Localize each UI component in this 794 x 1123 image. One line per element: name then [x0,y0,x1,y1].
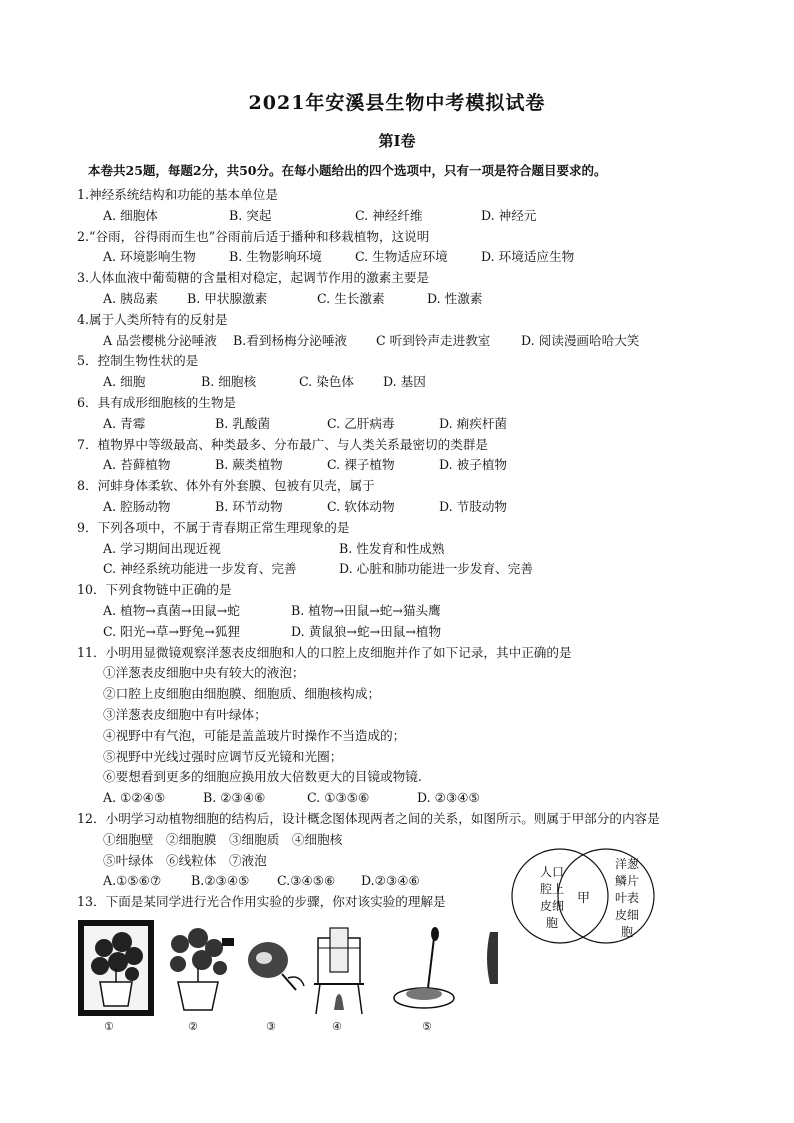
option-a: A.①⑤⑥⑦ [103,873,162,889]
step-6-partial-image [487,932,498,984]
venn-right-label-1: 洋葱 [615,857,640,871]
step-4-image [314,928,364,1014]
question-8-options [77,497,737,518]
question-5-stem: 5．控制生物性状的是 [77,353,199,369]
option-a: A. 苔藓植物 [103,457,171,473]
statement-2: ②口腔上皮细胞由细胞膜、细胞质、细胞核构成； [103,686,381,702]
option-d: D. 黄鼠狼→蛇→田鼠→植物 [291,623,442,639]
option-a: A. ①②④⑤ [103,790,166,806]
option-a: A. 细胞 [103,374,146,390]
question-11-options [77,788,737,809]
option-b: B. 甲状腺激素 [187,290,268,306]
question-12-stem: 12．小明学习动植物细胞的结构后，设计概念图体现两者之间的关系，如图所示。则属于甲部分的内容是 [77,810,660,826]
exam-title: 2021年安溪县生物中考模拟试卷 [248,92,546,114]
question-1-options [77,206,737,227]
question-12-items-line1: ①细胞壁 ②细胞膜 ③细胞质 ④细胞核 [103,831,343,847]
option-a: A. 胰岛素 [103,290,158,306]
option-c: C. 软体动物 [327,498,395,514]
option-a: A. 环境影响生物 [103,249,196,265]
question-6-options [77,414,737,435]
section-heading: 第Ⅰ卷 [378,132,416,150]
question-2-stem: 2.“谷雨，谷得雨而生也”谷雨前后适于播种和移栽植物，这说明 [77,228,430,244]
question-10-stem: 10．下列食物链中正确的是 [77,582,232,598]
venn-left-label-4: 胞 [546,916,559,930]
question-list [77,185,737,913]
question-2-options [77,247,737,268]
step-2-image [170,928,234,1010]
option-c: C. 神经系统功能进一步发育、完善 [103,561,297,577]
animal-cell-circle [512,849,608,943]
option-c: C. ①③⑤⑥ [307,790,370,806]
option-b: B. 生物影响环境 [229,249,322,265]
option-b: B. ②③④⑥ [203,790,266,806]
question-10-options-row2 [77,622,737,643]
venn-center-label: 甲 [577,891,591,906]
question-9-options-row1 [77,539,737,560]
option-a: A. 青霉 [103,415,146,431]
option-d: D. 环境适应生物 [481,249,575,265]
option-b: B.②③④⑤ [191,873,250,889]
plant-cell-circle [558,849,654,943]
question-10-options-row1 [77,601,737,622]
question-4-options [77,331,737,352]
statement-4: ④视野中有气泡，可能是盖盖玻片时操作不当造成的； [103,727,406,743]
option-a: A. 学习期间出现近视 [103,540,221,556]
option-b: B. 植物→田鼠→蛇→猫头鹰 [291,602,441,618]
instructions: 本卷共25题，每题2分，共50分。在每小题给出的四个选项中，只有一项是符合题目要求的。 [88,163,607,178]
question-3-stem: 3.人体血液中葡萄糖的含量相对稳定，起调节作用的激素主要是 [77,270,430,286]
step-5-image [394,927,454,1008]
option-c: C. 生长激素 [317,290,385,306]
question-5-options [77,372,737,393]
question-6-stem: 6．具有成形细胞核的生物是 [77,394,237,410]
option-d: D. 神经元 [481,207,537,223]
venn-right-label-5: 胞 [621,925,634,939]
question-13-stem: 13．下面是某同学进行光合作用实验的步骤，你对该实验的理解是 [77,894,446,910]
option-d: D. 心脏和肺功能进一步发育、完善 [339,561,533,577]
step-label-3: ③ [266,1020,276,1033]
option-b: B.看到杨梅分泌唾液 [233,332,348,348]
option-d: D. 性激素 [427,290,483,306]
option-b: B. 蕨类植物 [215,457,283,473]
option-a: A 品尝樱桃分泌唾液 [103,332,217,348]
question-8-stem: 8．河蚌身体柔软、体外有外套膜、包被有贝壳，属于 [77,478,375,494]
venn-right-label-2: 鳞片 [615,874,640,888]
step-label-4: ④ [332,1020,342,1033]
option-a: A. 细胞体 [103,207,158,223]
option-c: C.③④⑤⑥ [277,873,336,889]
question-7-options [77,455,737,476]
statement-3: ③洋葱表皮细胞中有叶绿体； [103,706,267,722]
option-b: B. 性发育和性成熟 [339,540,445,556]
option-c: C. 裸子植物 [327,457,395,473]
statement-5: ⑤视野中光线过强时应调节反光镜和光圈； [103,748,343,764]
option-c: C. 神经纤维 [355,207,423,223]
venn-diagram [508,846,658,946]
option-b: B. 突起 [229,207,272,223]
question-11-stem: 11．小明用显微镜观察洋葱表皮细胞和人的口腔上皮细胞并作了如下记录，其中正确的是 [77,644,572,660]
option-c: C 听到铃声走进教室 [376,332,491,348]
option-c: C. 生物适应环境 [355,249,448,265]
question-7-stem: 7．植物界中等级最高、种类最多、分布最广、与人类关系最密切的类群是 [77,436,489,452]
statement-1: ①洋葱表皮细胞中央有较大的液泡； [103,665,305,681]
option-c: C. 阳光→草→野兔→狐狸 [103,623,241,639]
experiment-figure [78,918,498,1036]
question-9-stem: 9．下列各项中，不属于青春期正常生理现象的是 [77,519,350,535]
option-d: D. 基因 [383,374,426,390]
question-1-stem: 1.神经系统结构和功能的基本单位是 [77,187,278,202]
question-9-options-row2 [77,559,737,580]
option-b: B. 乳酸菌 [215,415,271,431]
statement-6: ⑥要想看到更多的细胞应换用放大倍数更大的目镜或物镜. [103,769,422,785]
option-a: A. 植物→真菌→田鼠→蛇 [103,602,240,618]
venn-left-label-3: 皮细 [540,899,565,913]
option-b: B. 细胞核 [201,374,257,390]
venn-left-label-1: 人口 [540,865,565,879]
option-d: D.②③④⑥ [361,873,420,889]
step-3-image [248,942,304,990]
question-3-options [77,289,737,310]
question-12-items-line2: ⑤叶绿体 ⑥线粒体 ⑦液泡 [103,852,267,868]
option-b: B. 环节动物 [215,498,283,514]
option-d: D. 阅读漫画哈哈大笑 [521,332,640,348]
venn-right-label-3: 叶表 [615,891,640,905]
venn-left-label-2: 腔上 [540,882,565,896]
option-d: D. 节肢动物 [439,498,508,514]
venn-right-label-4: 皮细 [615,908,640,922]
question-4-stem: 4.属于人类所特有的反射是 [77,311,228,327]
option-d: D. ②③④⑤ [417,790,480,806]
option-c: C. 乙肝病毒 [327,415,395,431]
step-label-1: ① [104,1020,114,1033]
option-c: C. 染色体 [299,374,354,390]
option-a: A. 腔肠动物 [103,498,171,514]
step-1-image [78,920,154,1016]
option-d: D. 痢疾杆菌 [439,415,508,431]
option-d: D. 被子植物 [439,457,508,473]
step-label-5: ⑤ [422,1020,432,1033]
step-label-2: ② [188,1020,198,1033]
